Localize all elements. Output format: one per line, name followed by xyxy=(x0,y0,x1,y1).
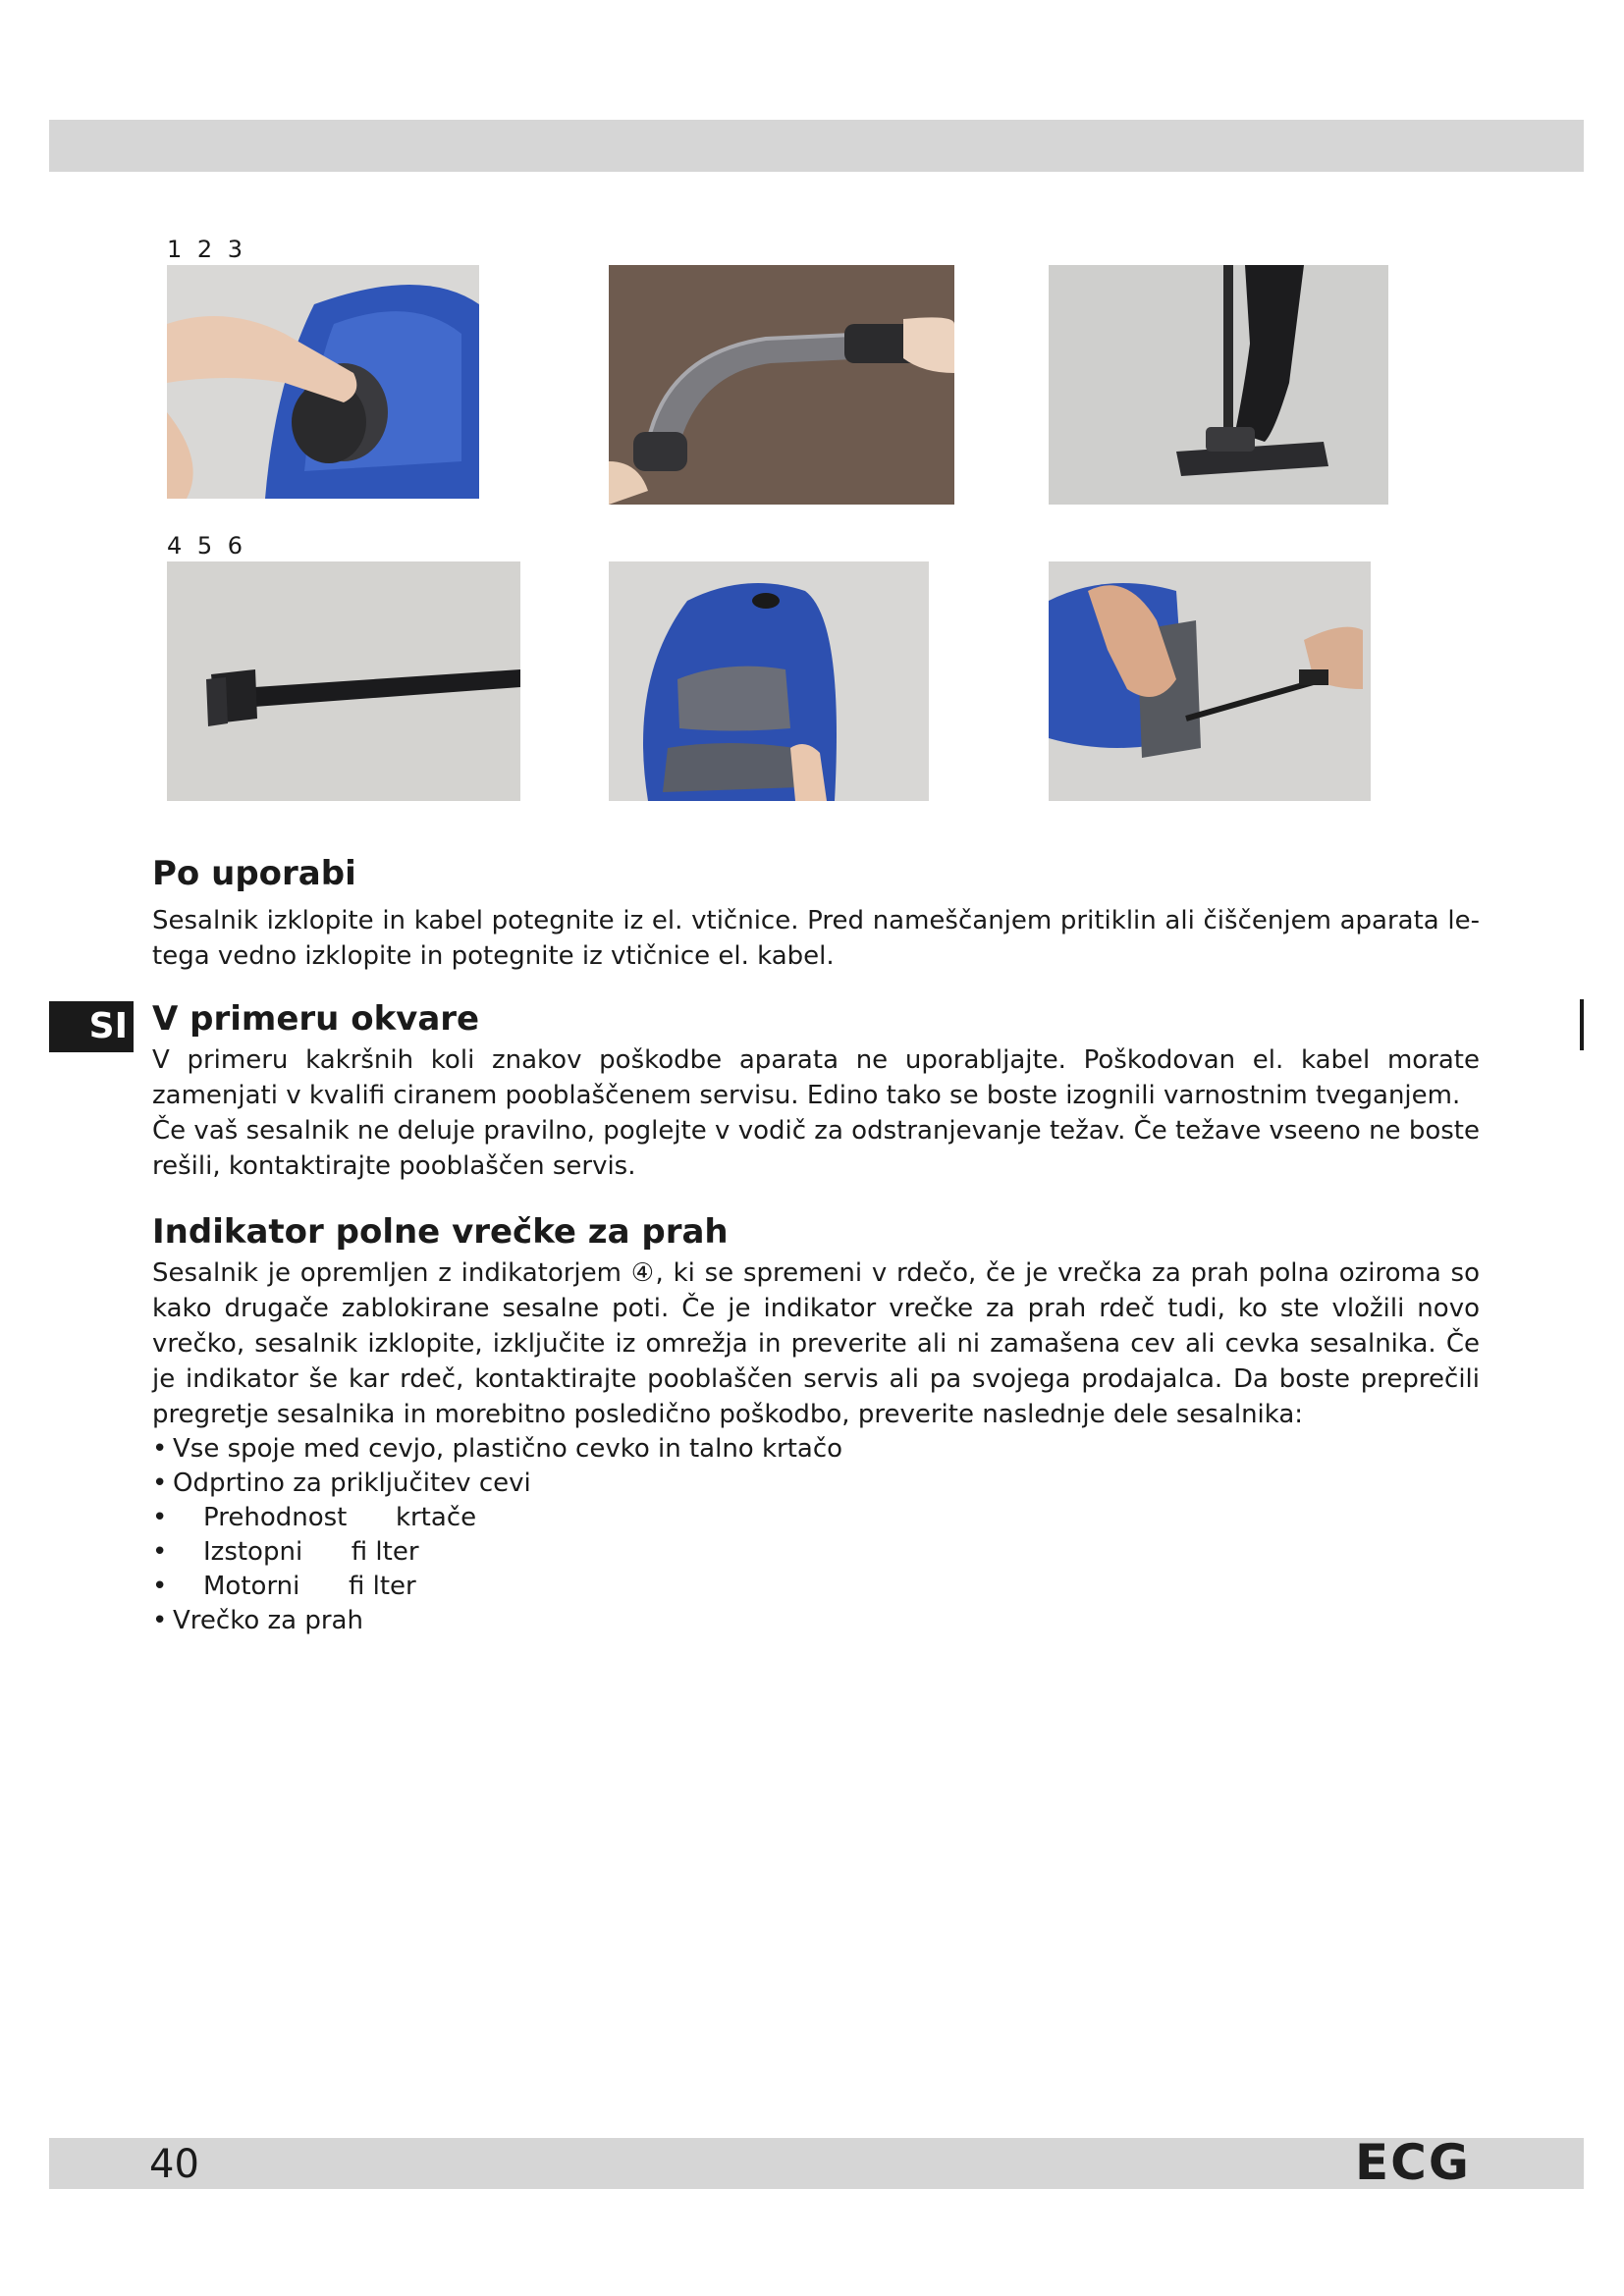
section-malfunction xyxy=(152,999,1480,1184)
section-heading: Po uporabi xyxy=(152,854,356,893)
section-heading: Indikator polne vrečke za prah xyxy=(152,1212,729,1252)
paragraph: Sesalnik je opremljen z indikatorjem ④, ki se spremeni v rdečo, če je vrečka za prah polna oziroma so kako drugače zablokirane sesalne poti. Če je indikator vrečke za prah rdeč tudi, ko ste vložili novo vrečko, sesalnik izklopite, izključite iz omrežja in preverite ali ni zamašena cev ali cevka sesalnika. Če je indikator še kar rdeč, kontaktirajte pooblaščen servis ali pa svojega prodajalca. Da boste preprečili pregretje sesalnika in morebitno posledično poškodbo, preverite naslednje dele sesalnika: xyxy=(152,1258,1480,1429)
list-item: • Motorni fi lter xyxy=(152,1570,1480,1604)
list-item: • Prehodnost krtače xyxy=(152,1501,1480,1535)
header-bar xyxy=(49,120,1584,172)
photo-2-hose-tube xyxy=(609,265,954,505)
section-heading: V primeru okvare xyxy=(152,999,480,1039)
section-after-use xyxy=(152,854,1480,974)
paragraph: Če vaš sesalnik ne deluje pravilno, poglejte v vodič za odstranjevanje težav. Če težave vseeno ne boste rešili, kontaktirajte pooblaščen servis. xyxy=(152,1116,1480,1181)
photo-1-hose-attach xyxy=(167,265,479,499)
paragraph: V primeru kakršnih koli znakov poškodbe aparata ne uporabljajte. Poškodovan el. kabel morate zamenjati v kvalifi ciranem pooblaščenem servisu. Edino tako se boste izognili varnostnim tveganjem. xyxy=(152,1045,1480,1110)
list-item: • Vse spoje med cevjo, plastično cevko in talno krtačo xyxy=(152,1432,1480,1467)
list-item: • Odprtino za priključitev cevi xyxy=(152,1467,1480,1501)
photo-6-cord-pull xyxy=(1049,561,1371,801)
photo-4-crevice-nozzle xyxy=(167,561,520,801)
brand-logo: ECG xyxy=(1355,2134,1471,2191)
check-list xyxy=(152,1432,1480,1638)
list-item: • Izstopni fi lter xyxy=(152,1535,1480,1570)
section-dust-bag-indicator xyxy=(152,1212,1480,1638)
figure-row1-label: 1 2 3 xyxy=(167,236,247,263)
footer-bar xyxy=(49,2134,1584,2191)
list-item: • Vrečko za prah xyxy=(152,1604,1480,1638)
page-number: 40 xyxy=(149,2142,199,2187)
paragraph: Sesalnik izklopite in kabel potegnite iz el. vtičnice. Pred nameščanjem pritiklin ali čiščenjem aparata le-tega vedno izklopite in potegnite iz vtičnice el. kabel. xyxy=(152,906,1480,971)
photo-5-vacuum-lid xyxy=(609,561,929,801)
margin-marker xyxy=(1580,999,1584,1050)
language-tab: SI xyxy=(49,1001,134,1052)
figure-row2-label: 4 5 6 xyxy=(167,532,247,560)
photo-3-floor-brush xyxy=(1049,265,1388,505)
